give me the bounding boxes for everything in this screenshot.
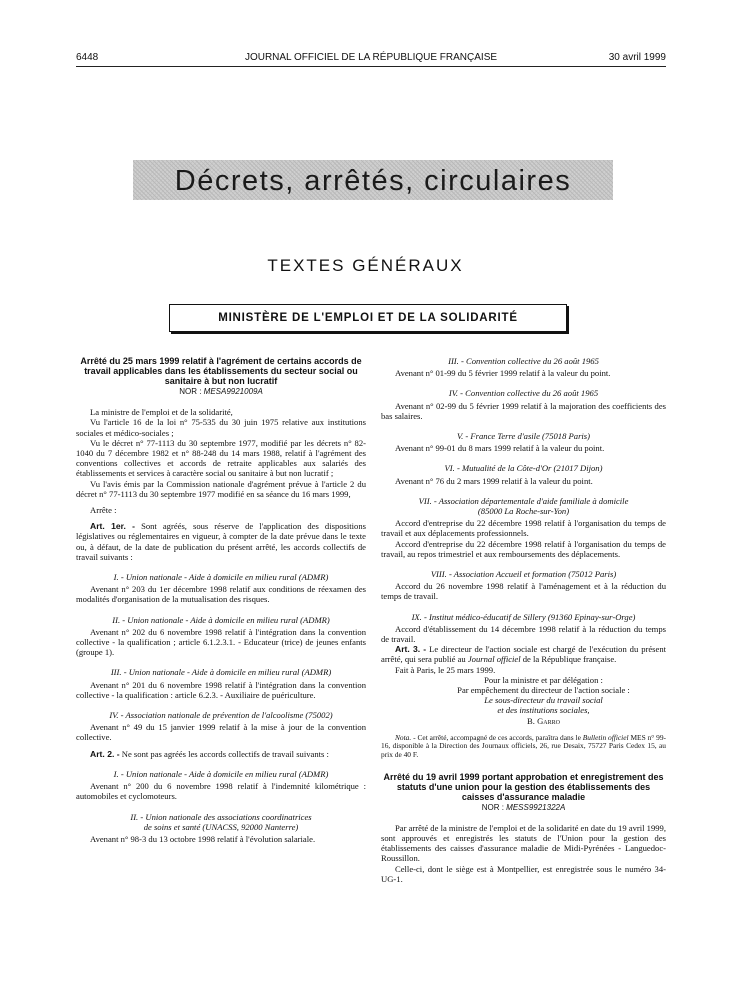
left-column (76, 356, 366, 844)
list-heading: II. - Union nationale des associations coordinatrices (130, 811, 312, 822)
list-text: Avenant n° 01-99 du 5 février 1999 relatif à la valeur du point. (395, 368, 611, 379)
note (381, 734, 666, 760)
arrete-title: Arrêté du 25 mars 1999 relatif à l'agrément de certains accords de travail applicables dans les établissements du secteur social ou sanitaire à but non lucratif (80, 356, 362, 386)
article-lead: Art. 3. - (395, 644, 427, 655)
list-text: Avenant n° 200 du 6 novembre 1998 relatif à l'indemnité kilométrique : automobiles et cyclomoteurs. (76, 781, 366, 802)
section-banner (133, 160, 613, 200)
article-2 (76, 749, 366, 759)
article-text: de la République française. (520, 654, 617, 665)
paragraph: Vu le décret n° 77-1113 du 30 septembre 1977, modifié par les décrets n° 82-1040 du 7 décembre 1982 et n° 88-248 du 14 mars 1988, relatif à l'agrément des conventions collectives et accords de retraite applicables aux salariés des établissements et services à caractère social ou sanitaire à but non lucratif ; (76, 437, 366, 479)
list-heading: I. - Union nationale - Aide à domicile en milieu rural (ADMR) (113, 768, 329, 779)
signature-line: et des institutions sociales, (497, 705, 590, 716)
list-heading: IV. - Convention collective du 26 août 1965 (448, 388, 599, 399)
nor-code: MESS9921322A (506, 802, 566, 812)
signature-date: Fait à Paris, le 25 mars 1999. (395, 664, 496, 675)
list-heading: VIII. - Association Accueil et formation (75012 Paris) (430, 569, 617, 580)
signature-line: Pour la ministre et par délégation : (484, 674, 603, 685)
list-text: Avenant n° 98-3 du 13 octobre 1998 relatif à l'évolution salariale. (90, 833, 316, 844)
list-heading: I. - Union nationale - Aide à domicile en milieu rural (ADMR) (113, 572, 329, 583)
list-heading: V. - France Terre d'asile (75018 Paris) (456, 431, 591, 442)
nor-reference (76, 387, 366, 397)
list-text: Accord d'entreprise du 22 décembre 1998 relatif à l'organisation du temps de travail, au repos trimestriel et aux remboursements des déplacements. (381, 538, 666, 559)
right-column (381, 356, 666, 884)
arrete-label: Arrête : (90, 505, 117, 516)
journal-title: JOURNAL OFFICIEL DE LA RÉPUBLIQUE FRANÇAISE (244, 52, 498, 63)
arrete-title: Arrêté du 19 avril 1999 portant approbation et enregistrement des statuts d'une union pour la gestion des établissements des caisses d'assurance maladie (383, 771, 664, 802)
nor-reference (381, 803, 666, 813)
list-heading: IX. - Institut médico-éducatif de Sillery (91360 Epinay-sur-Orge) (411, 611, 636, 622)
list-heading: III. - Union nationale - Aide à domicile en milieu rural (ADMR) (110, 667, 332, 678)
list-text: Accord d'entreprise du 22 décembre 1998 relatif à l'organisation du temps de travail et aux déplacements professionnels. (381, 518, 666, 539)
article-1 (76, 521, 366, 562)
paragraph: Vu l'article 16 de la loi n° 75-535 du 30 juin 1975 relative aux institutions sociales et médico-sociales ; (76, 417, 366, 438)
bulletin-reference: Bulletin officiel (582, 732, 629, 742)
paragraph: Celle-ci, dont le siège est à Montpellier, est enregistrée sous le numéro 34-UG-1. (381, 863, 666, 884)
list-heading: IV. - Association nationale de prévention de l'alcoolisme (75002) (109, 710, 333, 721)
signature-block (381, 675, 666, 726)
list-text: Avenant n° 203 du 1er décembre 1998 relatif aux conditions de réexamen des modalités d'organisation de la mutualisation des risques. (76, 584, 366, 605)
list-text: Avenant n° 202 du 6 novembre 1998 relatif à l'intégration dans la convention collective - la qualification ; article 6.1.2.3.1. - Educateur (trice) de jeunes enfants (groupe 1). (76, 626, 366, 658)
banner-title: Décrets, arrêtés, circulaires (174, 165, 572, 197)
paragraph: La ministre de l'emploi et de la solidarité, (90, 407, 233, 418)
list-heading: VI. - Mutualité de la Côte-d'Or (21017 Dijon) (444, 463, 603, 474)
page-number: 6448 (76, 52, 99, 63)
list-text: Avenant n° 49 du 15 janvier 1999 relatif à la mise à jour de la convention collective. (76, 722, 366, 743)
journal-reference: Journal officiel (467, 654, 521, 665)
nor-label: NOR : (481, 802, 504, 812)
signature-line: Le sous-directeur du travail social (484, 695, 603, 706)
ministry-heading: MINISTÈRE DE L'EMPLOI ET DE LA SOLIDARITÉ (169, 304, 567, 332)
nor-label: NOR : (179, 387, 202, 396)
signature-line: Par empêchement du directeur de l'action sociale : (457, 685, 630, 696)
paragraph: Par arrêté de la ministre de l'emploi et de la solidarité en date du 19 avril 1999, sont approuvés et enregistrés les statuts de l'Union pour la gestion des établissements des caisses d'assurance maladie de Midi-Pyrénées - Languedoc-Roussillon. (381, 822, 666, 864)
list-heading: II. - Union nationale - Aide à domicile en milieu rural (ADMR) (112, 614, 330, 625)
article-text: Le directeur de l'action sociale est chargé de l'exécution du présent arrêté, qui sera publié au (381, 644, 667, 665)
header-rule (76, 66, 666, 67)
list-text: Avenant n° 201 du 6 novembre 1998 relatif à l'intégration dans la convention collective - la qualification : article 6.2.3. - Auxiliaire de puériculture. (76, 679, 366, 700)
article-3 (381, 644, 666, 664)
section-title: TEXTES GÉNÉRAUX (267, 256, 464, 275)
list-text: Accord d'établissement du 14 décembre 1998 relatif à la réduction du temps de travail. (381, 623, 666, 645)
article-text: Ne sont pas agréés les accords collectifs de travail suivants : (121, 748, 329, 759)
list-heading: (85000 La Roche-sur-Yon) (477, 506, 570, 517)
list-text: Accord du 26 novembre 1998 relatif à l'aménagement et à la réduction du temps de travail. (381, 581, 666, 602)
page-header (76, 52, 666, 66)
issue-date: 30 avril 1999 (608, 52, 666, 63)
article-lead: Art. 1er. - (90, 521, 136, 532)
nor-code: MESA9921009A (203, 387, 263, 396)
paragraph: Vu l'avis émis par la Commission nationale d'agrément prévue à l'article 2 du décret n° 77-1113 du 30 septembre 1977 modifié en sa séance du 16 mars 1999, (76, 478, 366, 499)
list-heading: VII. - Association départementale d'aide familiale à domicile (418, 495, 629, 506)
signatory-name: B. Garro (527, 715, 560, 726)
article-text: Sont agréés, sous réserve de l'application des dispositions législatives ou réglementaires en vigueur, à compter de la date prévue dans le texte ou, à défaut, de la date de publication du présent arrêté, les accords collectifs de travail suivants : (76, 521, 366, 562)
list-text: Avenant n° 99-01 du 8 mars 1999 relatif à la valeur du point. (395, 443, 605, 454)
note-lead: Nota. - (395, 732, 416, 742)
list-heading: III. - Convention collective du 26 août 1965 (448, 356, 599, 366)
list-text: Avenant n° 02-99 du 5 février 1999 relatif à la majoration des coefficients des bas salaires. (381, 400, 666, 421)
note-text: MES n° 99-16, disponible à la Direction des Journaux officiels, 26, rue Desaix, 75727 Paris Cedex 15, au prix de 40 F. (381, 732, 666, 760)
list-heading: de soins et santé (UNACSS, 92000 Nanterre) (143, 821, 299, 832)
note-text: Cet arrêté, accompagné de ces accords, paraîtra dans le (415, 732, 583, 742)
article-lead: Art. 2. - (90, 748, 120, 759)
list-text: Avenant n° 76 du 2 mars 1999 relatif à la valeur du point. (395, 475, 593, 486)
